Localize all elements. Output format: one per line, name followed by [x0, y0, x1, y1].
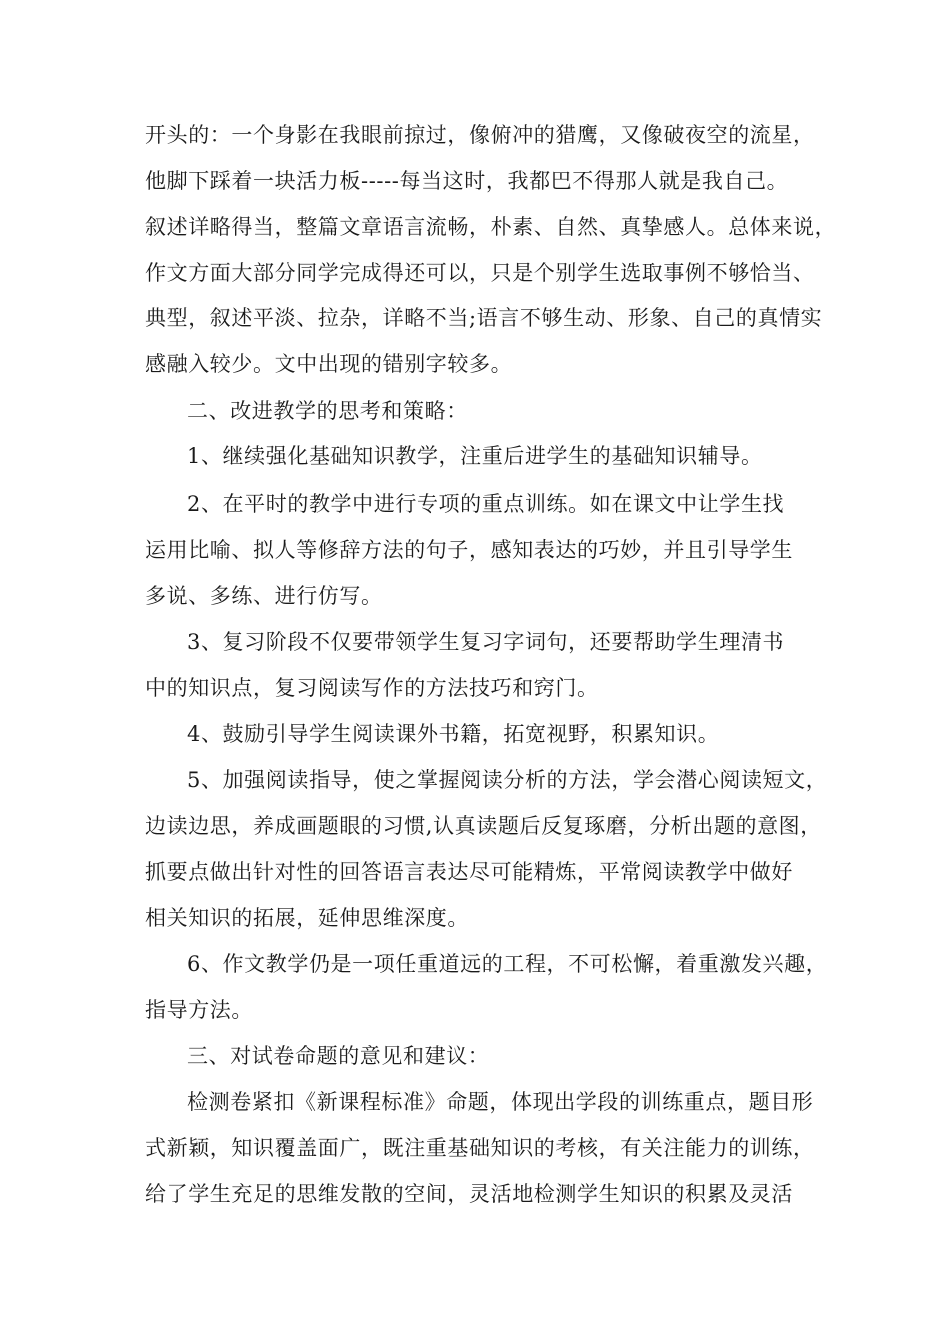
- text-line: 3、复习阶段不仅要带领学生复习字词句，还要帮助学生理清书: [187, 630, 785, 654]
- text-line: 开头的：一个身影在我眼前掠过，像俯冲的猎鹰，又像破夜空的流星，: [145, 123, 815, 147]
- text-line: 他脚下踩着一块活力板-----每当这时，我都巴不得那人就是我自己。: [145, 169, 789, 193]
- text-line: 6、作文教学仍是一项任重道远的工程，不可松懈，着重激发兴趣，: [187, 952, 828, 976]
- text-line: 中的知识点，复习阅读写作的方法技巧和窍门。: [145, 676, 599, 700]
- text-line: 1、继续强化基础知识教学，注重后进学生的基础知识辅导。: [187, 444, 763, 468]
- text-line: 给了学生充足的思维发散的空间，灵活地检测学生知识的积累及灵活: [145, 1182, 793, 1206]
- text-line: 2、在平时的教学中进行专项的重点训练。如在课文中让学生找: [187, 492, 785, 516]
- text-line: 相关知识的拓展，延伸思维深度。: [145, 906, 469, 930]
- text-line: 运用比喻、拟人等修辞方法的句子，感知表达的巧妙，并且引导学生: [145, 538, 793, 562]
- text-line: 指导方法。: [145, 998, 253, 1022]
- text-line: 4、鼓励引导学生阅读课外书籍，拓宽视野，积累知识。: [187, 722, 720, 746]
- text-line: 5、加强阅读指导，使之掌握阅读分析的方法，学会潜心阅读短文，: [187, 768, 828, 792]
- text-line: 边读边思，养成画题眼的习惯,认真读题后反复琢磨，分析出题的意图，: [145, 814, 822, 838]
- text-line: 典型，叙述平淡、拉杂，详略不当;语言不够生动、形象、自己的真情实: [145, 306, 823, 330]
- text-line: 抓要点做出针对性的回答语言表达尽可能精炼，平常阅读教学中做好: [145, 860, 793, 884]
- text-line: 叙述详略得当，整篇文章语言流畅，朴素、自然、真挚感人。总体来说，: [145, 215, 837, 239]
- text-line: 作文方面大部分同学完成得还可以，只是个别学生选取事例不够恰当、: [145, 261, 815, 285]
- text-line: 感融入较少。文中出现的错别字较多。: [145, 352, 513, 376]
- text-line: 多说、多练、进行仿写。: [145, 584, 383, 608]
- section-heading: 二、改进教学的思考和策略：: [187, 399, 468, 423]
- text-line: 式新颖，知识覆盖面广，既注重基础知识的考核，有关注能力的训练，: [145, 1136, 815, 1160]
- section-heading: 三、对试卷命题的意见和建议：: [187, 1044, 490, 1068]
- text-line: 检测卷紧扣《新课程标准》命题，体现出学段的训练重点，题目形: [187, 1090, 814, 1114]
